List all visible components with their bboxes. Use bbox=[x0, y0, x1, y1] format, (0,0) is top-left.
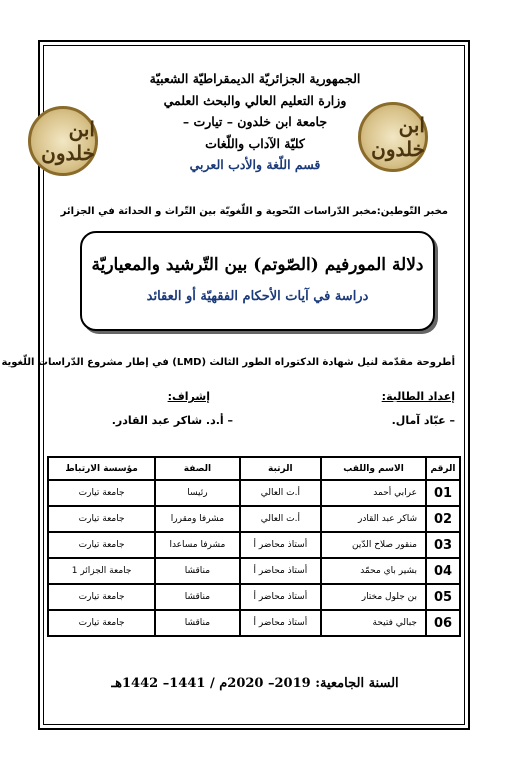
jury-header-row bbox=[48, 457, 460, 480]
member-name: بشير باي محمّد bbox=[321, 558, 426, 584]
col-role: الصفة bbox=[155, 457, 239, 480]
table-row bbox=[48, 480, 460, 506]
member-institution: جامعة تيارت bbox=[48, 506, 155, 532]
row-number: 03 bbox=[426, 532, 460, 558]
ministry-line: وزارة التعليم العالي والبحث العلمي bbox=[163, 92, 347, 108]
member-institution: جامعة تيارت bbox=[48, 532, 155, 558]
supervisor-name: – أ.د. شاكر عبد القادر. bbox=[111, 414, 233, 427]
member-role: مناقشا bbox=[155, 558, 239, 584]
row-number: 06 bbox=[426, 610, 460, 636]
table-row bbox=[48, 506, 460, 532]
faculty-line: كليّة الآداب واللّغات bbox=[205, 135, 305, 151]
student-label: إعداد الطالبة: bbox=[381, 390, 455, 403]
member-institution: جامعة تيارت bbox=[48, 610, 155, 636]
member-rank: أستاذ محاضر أ bbox=[240, 532, 321, 558]
col-rank: الرتبة bbox=[240, 457, 321, 480]
student-name: – عبّاد آمال. bbox=[391, 414, 455, 427]
col-name: الاسم واللقب bbox=[321, 457, 426, 480]
thesis-subtitle: دراسة في آيات الأحكام الفقهيّة أو العقائد bbox=[146, 289, 369, 304]
department-line: قسم اللّغة والأدب العربي bbox=[189, 157, 321, 172]
member-name: منقور صلاح الدّين bbox=[321, 532, 426, 558]
academic-year: السنة الجامعية: 2019– 2020م / 1441– 1442هـ bbox=[111, 676, 399, 691]
jury-table bbox=[47, 456, 461, 637]
member-rank: أ.ت العالي bbox=[240, 480, 321, 506]
col-institution: مؤسسة الارتباط bbox=[48, 457, 155, 480]
thesis-note: أطروحة مقدّمة لنيل شهادة الدكتوراه الطور الثالث (LMD) في إطار مشروع الدّراسات اللّغوية bbox=[1, 357, 455, 368]
university-logo-left bbox=[28, 106, 98, 176]
table-row bbox=[48, 584, 460, 610]
member-role: مناقشا bbox=[155, 584, 239, 610]
thesis-title: دلالة المورفيم (الصّوتم) بين التّرشيد والمعياريّة bbox=[91, 255, 424, 275]
title-box bbox=[80, 231, 435, 331]
member-role: رئيسا bbox=[155, 480, 239, 506]
member-institution: جامعة تيارت bbox=[48, 480, 155, 506]
col-number: الرقم bbox=[426, 457, 460, 480]
row-number: 01 bbox=[426, 480, 460, 506]
table-row bbox=[48, 610, 460, 636]
lab-line: مخبر التّوطين:مخبر الدّراسات النّحوية و اللّغويّة بين التّراث و الحداثة في الجزائر bbox=[60, 206, 448, 217]
member-role: مشرفا مساعدا bbox=[155, 532, 239, 558]
member-role: مناقشا bbox=[155, 610, 239, 636]
member-rank: أستاذ محاضر أ bbox=[240, 584, 321, 610]
member-rank: أ.ت العالي bbox=[240, 506, 321, 532]
member-role: مشرفا ومقررا bbox=[155, 506, 239, 532]
university-logo-right bbox=[358, 102, 428, 172]
logo-text: ابن خلدون bbox=[41, 117, 95, 165]
member-name: شاكر عبد القادر bbox=[321, 506, 426, 532]
member-institution: جامعة تيارت bbox=[48, 584, 155, 610]
row-number: 05 bbox=[426, 584, 460, 610]
member-name: جبالي فتيحة bbox=[321, 610, 426, 636]
member-rank: أستاذ محاضر أ bbox=[240, 610, 321, 636]
supervisor-label: إشراف: bbox=[167, 390, 210, 403]
member-name: عرابي أحمد bbox=[321, 480, 426, 506]
member-institution: جامعة الجزائر 1 bbox=[48, 558, 155, 584]
member-rank: أستاذ محاضر أ bbox=[240, 558, 321, 584]
table-row bbox=[48, 558, 460, 584]
logo-text: ابن خلدون bbox=[371, 113, 425, 161]
row-number: 02 bbox=[426, 506, 460, 532]
university-line: جامعة ابن خلدون – تيارت – bbox=[182, 114, 328, 129]
table-row bbox=[48, 532, 460, 558]
member-name: بن جلول مختار bbox=[321, 584, 426, 610]
row-number: 04 bbox=[426, 558, 460, 584]
republic-line: الجمهورية الجزائريّة الديمقراطيّة الشعبيّة bbox=[149, 71, 361, 86]
